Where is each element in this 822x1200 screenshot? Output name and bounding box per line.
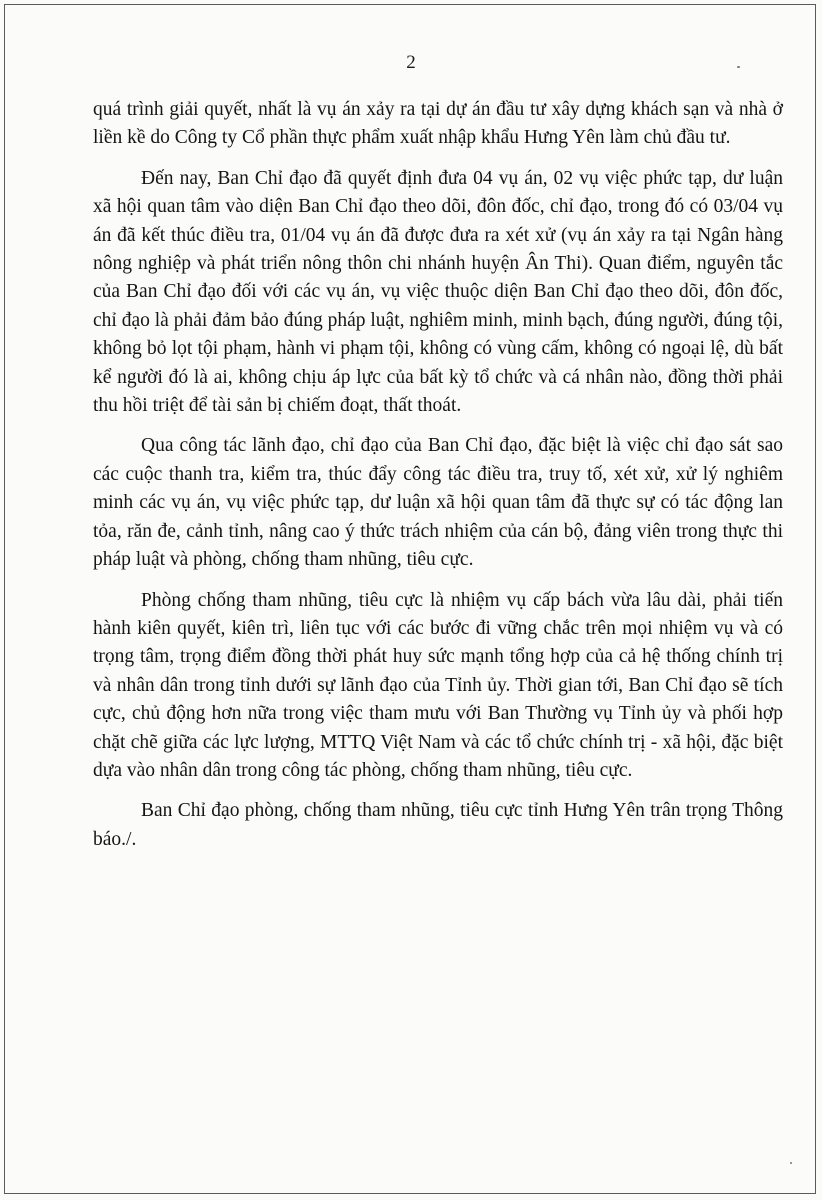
document-body [93, 96, 783, 866]
scan-speck [790, 1162, 792, 1164]
paragraph-cases-status: Đến nay, Ban Chỉ đạo đã quyết định đưa 04 vụ án, 02 vụ việc phức tạp, dư luận xã hội quan tâm vào diện Ban Chỉ đạo theo dõi, đôn đốc, chỉ đạo, trong đó có 03/04 vụ án đã kết thúc điều tra, 01/04 vụ án đã được đưa ra xét xử (vụ án xảy ra tại Ngân hàng nông nghiệp và phát triển nông thôn chi nhánh huyện Ân Thi). Quan điểm, nguyên tắc của Ban Chỉ đạo đối với các vụ án, vụ việc thuộc diện Ban Chỉ đạo theo dõi, đôn đốc, chỉ đạo là phải đảm bảo đúng pháp luật, nghiêm minh, minh bạch, đúng người, đúng tội, không bỏ lọt tội phạm, hành vi phạm tội, không có vùng cấm, không có ngoại lệ, dù bất kể người đó là ai, không chịu áp lực của bất kỳ tổ chức và cá nhân nào, đồng thời phải thu hồi triệt để tài sản bị chiếm đoạt, thất thoát. [93, 167, 783, 417]
paragraph-future-tasks: Phòng chống tham nhũng, tiêu cực là nhiệm vụ cấp bách vừa lâu dài, phải tiến hành kiên quyết, kiên trì, liên tục với các bước đi vững chắc trên mọi nhiệm vụ và có trọng tâm, trọng điểm đồng thời phát huy sức mạnh tổng hợp của cả hệ thống chính trị và nhân dân trong tỉnh dưới sự lãnh đạo của Tỉnh ủy. Thời gian tới, Ban Chỉ đạo sẽ tích cực, chủ động hơn nữa trong việc tham mưu với Ban Thường vụ Tỉnh ủy và phối hợp chặt chẽ giữa các lực lượng, MTTQ Việt Nam và các tổ chức chính trị - xã hội, đặc biệt dựa vào nhân dân trong công tác phòng, chống tham nhũng, tiêu cực. [93, 589, 783, 781]
scan-speck [737, 66, 740, 68]
paragraph-leadership-results: Qua công tác lãnh đạo, chỉ đạo của Ban Chỉ đạo, đặc biệt là việc chỉ đạo sát sao các cuộc thanh tra, kiểm tra, thúc đẩy công tác điều tra, truy tố, xét xử, xử lý nghiêm minh các vụ án, vụ việc phức tạp, dư luận xã hội quan tâm đã thực sự có tác động lan tỏa, răn đe, cảnh tỉnh, nâng cao ý thức trách nhiệm của cán bộ, đảng viên trong thực thi pháp luật và phòng, chống tham nhũng, tiêu cực. [93, 435, 783, 571]
page-number: 2 [406, 52, 416, 73]
paragraph-continuation: quá trình giải quyết, nhất là vụ án xảy ra tại dự án đầu tư xây dựng khách sạn và nhà ở liền kề do Công ty Cổ phần thực phẩm xuất nhập khẩu Hưng Yên làm chủ đầu tư. [93, 99, 783, 149]
paragraph-closing: Ban Chỉ đạo phòng, chống tham nhũng, tiêu cực tỉnh Hưng Yên trân trọng Thông báo./. [93, 800, 783, 850]
